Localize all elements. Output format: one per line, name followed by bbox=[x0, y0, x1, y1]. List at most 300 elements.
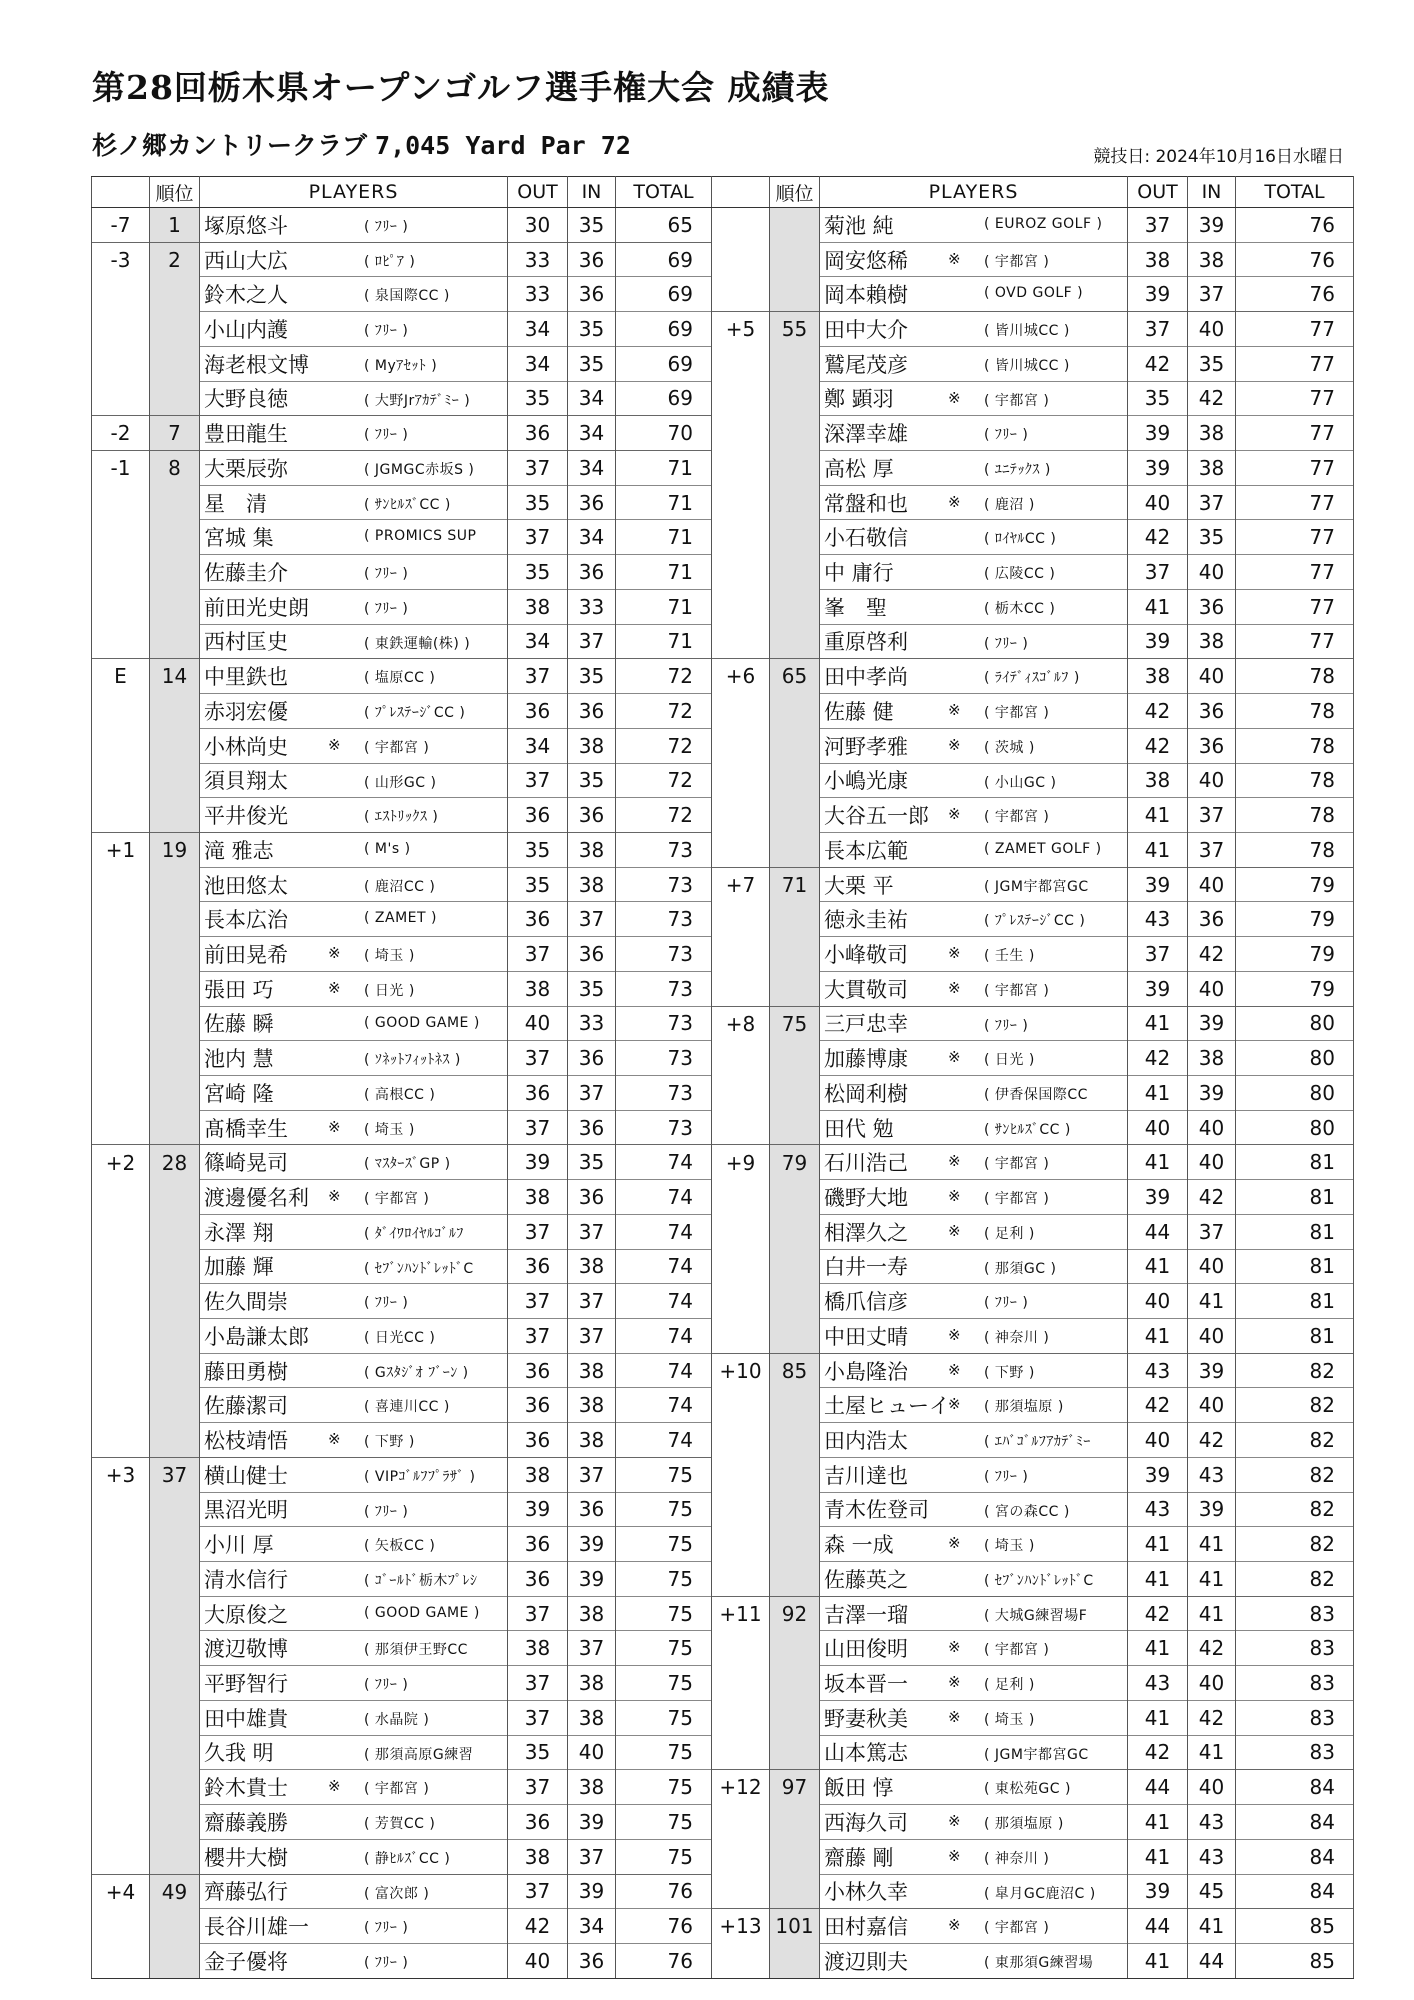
player-name: 加藤 輝 bbox=[204, 1255, 274, 1280]
out-score: 39 bbox=[1128, 1874, 1188, 1909]
score-to-par bbox=[92, 277, 150, 312]
player-cell bbox=[200, 1735, 508, 1770]
amateur-mark: ※ bbox=[328, 1187, 341, 1206]
player-name: 吉澤一瑠 bbox=[824, 1602, 908, 1627]
rank-cell bbox=[150, 902, 200, 937]
player-name: 大原俊之 bbox=[204, 1602, 288, 1627]
total-score: 79 bbox=[1236, 902, 1354, 937]
table-row bbox=[92, 728, 1354, 763]
out-score: 33 bbox=[508, 277, 568, 312]
table-row bbox=[92, 1631, 1354, 1666]
player-club: ( 日光 ) bbox=[364, 982, 415, 999]
total-score: 81 bbox=[1236, 1180, 1354, 1215]
in-score: 38 bbox=[1188, 416, 1236, 451]
in-score: 35 bbox=[1188, 346, 1236, 381]
player-club: ( VIPｺﾞﾙﾌﾌﾟﾗｻﾞ ) bbox=[364, 1468, 476, 1485]
score-to-par bbox=[92, 1700, 150, 1735]
score-to-par bbox=[712, 520, 770, 555]
player-club: ( ﾀﾞｲﾜﾛｲﾔﾙｺﾞﾙﾌ bbox=[364, 1225, 464, 1242]
score-to-par bbox=[92, 1388, 150, 1423]
player-club: ( 栃木CC ) bbox=[984, 600, 1056, 617]
out-score: 41 bbox=[1128, 1319, 1188, 1354]
score-to-par bbox=[712, 624, 770, 659]
table-row bbox=[92, 242, 1354, 277]
rank-cell bbox=[150, 1492, 200, 1527]
rank-cell: 7 bbox=[150, 416, 200, 451]
player-name: 須貝翔太 bbox=[204, 769, 288, 794]
player-cell bbox=[820, 867, 1128, 902]
out-score: 39 bbox=[1128, 867, 1188, 902]
player-club: ( 富次郎 ) bbox=[364, 1885, 430, 1902]
player-name: 小林尚史 bbox=[204, 734, 288, 759]
player-name: 三戸忠幸 bbox=[824, 1012, 908, 1037]
rank-cell bbox=[150, 1805, 200, 1840]
in-score: 36 bbox=[568, 1041, 616, 1076]
total-score: 73 bbox=[616, 902, 712, 937]
in-score: 38 bbox=[568, 1388, 616, 1423]
score-to-par bbox=[92, 589, 150, 624]
player-name: 橋爪信彦 bbox=[824, 1290, 908, 1315]
total-score: 80 bbox=[1236, 1075, 1354, 1110]
score-to-par: -2 bbox=[92, 416, 150, 451]
score-to-par bbox=[92, 485, 150, 520]
score-to-par bbox=[92, 798, 150, 833]
total-score: 77 bbox=[1236, 381, 1354, 416]
player-name: 齋藤 剛 bbox=[824, 1845, 894, 1870]
in-score: 34 bbox=[568, 1909, 616, 1944]
player-name: 大栗 平 bbox=[824, 873, 894, 898]
player-club: ( 神奈川 ) bbox=[984, 1850, 1050, 1867]
rank-cell bbox=[150, 589, 200, 624]
player-club: ( 鹿沼 ) bbox=[984, 496, 1035, 513]
score-to-par: -3 bbox=[92, 242, 150, 277]
table-row bbox=[92, 1075, 1354, 1110]
player-name: 長谷川雄一 bbox=[204, 1915, 309, 1940]
total-score: 74 bbox=[616, 1145, 712, 1180]
out-score: 44 bbox=[1128, 1770, 1188, 1805]
player-cell bbox=[200, 1353, 508, 1388]
out-score: 40 bbox=[1128, 485, 1188, 520]
score-to-par bbox=[712, 346, 770, 381]
in-score: 41 bbox=[1188, 1909, 1236, 1944]
rank-cell bbox=[770, 902, 820, 937]
score-to-par bbox=[712, 728, 770, 763]
out-score: 34 bbox=[508, 624, 568, 659]
player-club: ( 皆川城CC ) bbox=[984, 357, 1070, 374]
total-score: 85 bbox=[1236, 1909, 1354, 1944]
score-to-par bbox=[92, 1319, 150, 1354]
in-score: 37 bbox=[1188, 832, 1236, 867]
total-score: 78 bbox=[1236, 832, 1354, 867]
out-score: 34 bbox=[508, 312, 568, 347]
rank-cell bbox=[770, 485, 820, 520]
total-score: 73 bbox=[616, 867, 712, 902]
player-club: ( 東鉄運輸(株) ) bbox=[364, 635, 471, 652]
total-score: 72 bbox=[616, 694, 712, 729]
in-score: 35 bbox=[1188, 520, 1236, 555]
score-to-par bbox=[712, 1839, 770, 1874]
player-name: 宮崎 隆 bbox=[204, 1081, 274, 1106]
total-score: 69 bbox=[616, 312, 712, 347]
player-club: ( 東松苑GC ) bbox=[984, 1781, 1071, 1798]
out-score: 41 bbox=[1128, 1145, 1188, 1180]
out-score: 39 bbox=[1128, 1457, 1188, 1492]
header-total-left: TOTAL bbox=[616, 177, 712, 208]
out-score: 39 bbox=[1128, 624, 1188, 659]
rank-cell bbox=[770, 589, 820, 624]
out-score: 43 bbox=[1128, 1666, 1188, 1701]
player-name: 田内浩太 bbox=[824, 1429, 908, 1454]
player-cell bbox=[200, 1423, 508, 1458]
player-cell bbox=[820, 1596, 1128, 1631]
out-score: 37 bbox=[508, 1596, 568, 1631]
player-cell bbox=[200, 937, 508, 972]
score-to-par bbox=[92, 971, 150, 1006]
player-club: ( ﾛﾋﾟｱ ) bbox=[364, 253, 416, 270]
in-score: 43 bbox=[1188, 1839, 1236, 1874]
out-score: 36 bbox=[508, 694, 568, 729]
player-cell bbox=[200, 555, 508, 590]
out-score: 38 bbox=[508, 1631, 568, 1666]
out-score: 35 bbox=[508, 1735, 568, 1770]
rank-cell bbox=[770, 1075, 820, 1110]
table-row bbox=[92, 555, 1354, 590]
out-score: 43 bbox=[1128, 902, 1188, 937]
out-score: 37 bbox=[508, 937, 568, 972]
player-name: 菊池 純 bbox=[824, 213, 894, 238]
rank-cell bbox=[150, 694, 200, 729]
total-score: 72 bbox=[616, 728, 712, 763]
player-club: ( 日光CC ) bbox=[364, 1330, 436, 1346]
out-score: 42 bbox=[1128, 694, 1188, 729]
player-club: ( ﾌﾘｰ ) bbox=[364, 566, 409, 583]
player-name: 野妻秋美 bbox=[824, 1706, 908, 1731]
player-name: 大栗辰弥 bbox=[204, 456, 288, 481]
score-to-par bbox=[712, 1666, 770, 1701]
out-score: 38 bbox=[1128, 659, 1188, 694]
out-score: 37 bbox=[1128, 937, 1188, 972]
player-cell bbox=[200, 1700, 508, 1735]
player-cell bbox=[200, 1839, 508, 1874]
player-name: 佐藤潔司 bbox=[204, 1394, 288, 1419]
total-score: 83 bbox=[1236, 1700, 1354, 1735]
out-score: 42 bbox=[1128, 1388, 1188, 1423]
player-cell bbox=[820, 589, 1128, 624]
in-score: 42 bbox=[1188, 1631, 1236, 1666]
out-score: 37 bbox=[508, 520, 568, 555]
rank-cell: 71 bbox=[770, 867, 820, 902]
player-club: ( 埼玉 ) bbox=[364, 948, 415, 965]
in-score: 36 bbox=[568, 242, 616, 277]
out-score: 39 bbox=[508, 1145, 568, 1180]
player-club: ( 静ﾋﾙｽﾞCC ) bbox=[364, 1850, 451, 1867]
in-score: 42 bbox=[1188, 1700, 1236, 1735]
table-row bbox=[92, 1805, 1354, 1840]
rank-cell bbox=[150, 1249, 200, 1284]
player-cell bbox=[200, 1006, 508, 1041]
total-score: 75 bbox=[616, 1527, 712, 1562]
total-score: 76 bbox=[1236, 208, 1354, 243]
in-score: 40 bbox=[1188, 867, 1236, 902]
table-row bbox=[92, 694, 1354, 729]
player-club: ( ﾌﾘｰ ) bbox=[984, 427, 1029, 444]
player-club: ( ﾏｽﾀｰｽﾞGP ) bbox=[364, 1156, 451, 1173]
player-name: 佐藤英之 bbox=[824, 1567, 908, 1592]
player-cell bbox=[820, 937, 1128, 972]
rank-cell bbox=[150, 1527, 200, 1562]
table-row bbox=[92, 763, 1354, 798]
score-to-par bbox=[92, 624, 150, 659]
table-row bbox=[92, 798, 1354, 833]
rank-cell bbox=[150, 1214, 200, 1249]
amateur-mark: ※ bbox=[328, 1117, 341, 1136]
total-score: 84 bbox=[1236, 1874, 1354, 1909]
player-name: 滝 雅志 bbox=[204, 838, 274, 863]
out-score: 34 bbox=[508, 346, 568, 381]
player-club: ( 広陵CC ) bbox=[984, 566, 1056, 583]
out-score: 42 bbox=[1128, 728, 1188, 763]
rank-cell bbox=[770, 1388, 820, 1423]
rank-cell bbox=[150, 1909, 200, 1944]
total-score: 71 bbox=[616, 520, 712, 555]
in-score: 39 bbox=[568, 1874, 616, 1909]
player-club: ( 山形GC ) bbox=[364, 774, 437, 791]
player-club: ( 宇都宮 ) bbox=[984, 1642, 1050, 1659]
player-cell bbox=[820, 1110, 1128, 1145]
player-cell bbox=[200, 1596, 508, 1631]
player-cell bbox=[200, 1388, 508, 1423]
rank-cell bbox=[150, 1388, 200, 1423]
player-name: 永澤 翔 bbox=[204, 1220, 274, 1245]
total-score: 79 bbox=[1236, 867, 1354, 902]
out-score: 35 bbox=[508, 832, 568, 867]
player-name: 渡辺敬博 bbox=[204, 1637, 288, 1662]
score-to-par: +3 bbox=[92, 1457, 150, 1492]
in-score: 34 bbox=[568, 451, 616, 486]
total-score: 77 bbox=[1236, 485, 1354, 520]
total-score: 74 bbox=[616, 1180, 712, 1215]
score-to-par bbox=[92, 1631, 150, 1666]
player-name: 宮城 集 bbox=[204, 526, 274, 551]
player-club: ( OVD GOLF ) bbox=[984, 285, 1084, 302]
rank-cell bbox=[150, 346, 200, 381]
score-to-par bbox=[92, 1735, 150, 1770]
in-score: 41 bbox=[1188, 1735, 1236, 1770]
score-to-par bbox=[92, 1110, 150, 1145]
amateur-mark: ※ bbox=[948, 1707, 961, 1726]
player-name: 髙橋幸生 bbox=[204, 1116, 288, 1141]
total-score: 71 bbox=[616, 451, 712, 486]
in-score: 40 bbox=[1188, 971, 1236, 1006]
player-name: 中里鉄也 bbox=[204, 665, 288, 690]
player-club: ( 茨城 ) bbox=[984, 739, 1035, 756]
player-cell bbox=[820, 1770, 1128, 1805]
player-cell bbox=[820, 520, 1128, 555]
player-club: ( ﾌﾘｰ ) bbox=[364, 1677, 409, 1694]
player-cell bbox=[820, 312, 1128, 347]
player-club: ( M's ) bbox=[364, 840, 411, 857]
score-to-par bbox=[712, 1319, 770, 1354]
player-club: ( ｿﾈｯﾄﾌｨｯﾄﾈｽ ) bbox=[364, 1052, 461, 1069]
table-row bbox=[92, 1700, 1354, 1735]
player-club: ( ﾌﾘｰ ) bbox=[364, 219, 409, 235]
out-score: 35 bbox=[1128, 381, 1188, 416]
player-club: ( 鹿沼CC ) bbox=[364, 878, 436, 895]
rank-cell bbox=[150, 1075, 200, 1110]
amateur-mark: ※ bbox=[948, 978, 961, 997]
score-to-par bbox=[712, 485, 770, 520]
in-score: 40 bbox=[568, 1735, 616, 1770]
score-to-par bbox=[92, 1075, 150, 1110]
player-name: 岡本賴樹 bbox=[824, 283, 908, 308]
out-score: 41 bbox=[1128, 1527, 1188, 1562]
player-cell bbox=[200, 1075, 508, 1110]
out-score: 41 bbox=[1128, 1805, 1188, 1840]
player-cell bbox=[820, 451, 1128, 486]
score-to-par bbox=[712, 1527, 770, 1562]
table-row bbox=[92, 1180, 1354, 1215]
rank-cell bbox=[770, 1527, 820, 1562]
player-club: ( ﾌﾘｰ ) bbox=[364, 323, 409, 340]
total-score: 84 bbox=[1236, 1770, 1354, 1805]
score-to-par bbox=[92, 1666, 150, 1701]
in-score: 40 bbox=[1188, 659, 1236, 694]
out-score: 37 bbox=[508, 1666, 568, 1701]
in-score: 34 bbox=[568, 520, 616, 555]
player-club: ( 日光 ) bbox=[984, 1052, 1035, 1069]
in-score: 35 bbox=[568, 346, 616, 381]
score-to-par bbox=[712, 937, 770, 972]
in-score: 36 bbox=[1188, 902, 1236, 937]
rank-cell bbox=[150, 728, 200, 763]
total-score: 75 bbox=[616, 1839, 712, 1874]
in-score: 43 bbox=[1188, 1805, 1236, 1840]
score-to-par bbox=[712, 1041, 770, 1076]
rank-cell bbox=[150, 1666, 200, 1701]
out-score: 30 bbox=[508, 208, 568, 243]
player-name: 田中大介 bbox=[824, 318, 908, 343]
rank-cell bbox=[770, 1457, 820, 1492]
player-name: 田村嘉信 bbox=[824, 1915, 908, 1940]
rank-cell bbox=[770, 242, 820, 277]
player-name: 佐藤 健 bbox=[824, 699, 894, 724]
player-name: 篠崎晃司 bbox=[204, 1151, 288, 1176]
player-club: ( ﾌﾘｰ ) bbox=[364, 600, 409, 617]
header-in-right: IN bbox=[1188, 177, 1236, 208]
player-name: 白井一寿 bbox=[824, 1255, 908, 1280]
out-score: 37 bbox=[508, 451, 568, 486]
rank-cell: 28 bbox=[150, 1145, 200, 1180]
out-score: 36 bbox=[508, 1562, 568, 1597]
total-score: 69 bbox=[616, 242, 712, 277]
score-to-par: +7 bbox=[712, 867, 770, 902]
player-club: ( 東那須G練習場 bbox=[984, 1954, 1094, 1971]
player-cell bbox=[200, 624, 508, 659]
in-score: 40 bbox=[1188, 555, 1236, 590]
player-club: ( 埼玉 ) bbox=[364, 1121, 415, 1138]
in-score: 38 bbox=[568, 1666, 616, 1701]
amateur-mark: ※ bbox=[948, 805, 961, 824]
score-to-par bbox=[712, 694, 770, 729]
rank-cell bbox=[770, 1284, 820, 1319]
player-cell bbox=[820, 208, 1128, 243]
in-score: 36 bbox=[568, 1943, 616, 1978]
player-cell bbox=[820, 902, 1128, 937]
player-name: 徳永圭祐 bbox=[824, 908, 908, 933]
score-to-par bbox=[712, 1805, 770, 1840]
rank-cell bbox=[770, 763, 820, 798]
player-name: 鈴木貴士 bbox=[204, 1776, 288, 1801]
score-to-par bbox=[92, 1527, 150, 1562]
player-cell bbox=[820, 381, 1128, 416]
course-name: 杉ノ郷カントリークラブ bbox=[92, 131, 368, 160]
player-club: ( ｴｽﾄﾘｯｸｽ ) bbox=[364, 809, 439, 826]
player-cell bbox=[820, 624, 1128, 659]
in-score: 42 bbox=[1188, 381, 1236, 416]
player-cell bbox=[820, 1666, 1128, 1701]
player-name: 土屋ヒューイ bbox=[824, 1394, 950, 1419]
player-name: 佐藤 瞬 bbox=[204, 1012, 274, 1037]
table-row bbox=[92, 1249, 1354, 1284]
player-club: ( 宇都宮 ) bbox=[984, 253, 1050, 270]
score-to-par bbox=[712, 1735, 770, 1770]
out-score: 36 bbox=[508, 1353, 568, 1388]
score-to-par bbox=[712, 208, 770, 243]
in-score: 35 bbox=[568, 1145, 616, 1180]
total-score: 77 bbox=[1236, 624, 1354, 659]
player-club: ( 皐月GC鹿沼C ) bbox=[984, 1885, 1096, 1902]
out-score: 41 bbox=[1128, 589, 1188, 624]
header-diff-left bbox=[92, 177, 150, 208]
player-name: 青木佐登司 bbox=[824, 1498, 929, 1523]
player-name: 小島謙太郎 bbox=[204, 1324, 309, 1349]
in-score: 39 bbox=[1188, 1353, 1236, 1388]
rank-cell bbox=[770, 1562, 820, 1597]
player-name: 加藤博康 bbox=[824, 1047, 908, 1072]
score-to-par bbox=[92, 1839, 150, 1874]
table-row bbox=[92, 346, 1354, 381]
player-name: 小嶋光康 bbox=[824, 769, 908, 794]
rank-cell bbox=[770, 277, 820, 312]
player-club: ( Gｽﾀｼﾞｵ ﾌﾞｰﾝ ) bbox=[364, 1364, 469, 1381]
player-cell bbox=[820, 659, 1128, 694]
total-score: 81 bbox=[1236, 1145, 1354, 1180]
rank-cell bbox=[770, 1805, 820, 1840]
in-score: 33 bbox=[568, 589, 616, 624]
rank-cell bbox=[150, 1041, 200, 1076]
out-score: 37 bbox=[508, 763, 568, 798]
score-to-par bbox=[712, 1075, 770, 1110]
table-row bbox=[92, 1839, 1354, 1874]
player-name: 石川浩己 bbox=[824, 1151, 908, 1176]
table-row bbox=[92, 937, 1354, 972]
player-cell bbox=[820, 1214, 1128, 1249]
in-score: 41 bbox=[1188, 1284, 1236, 1319]
table-row bbox=[92, 832, 1354, 867]
player-cell bbox=[820, 1839, 1128, 1874]
in-score: 35 bbox=[568, 208, 616, 243]
out-score: 38 bbox=[508, 1457, 568, 1492]
player-club: ( 宇都宮 ) bbox=[984, 392, 1050, 409]
in-score: 45 bbox=[1188, 1874, 1236, 1909]
player-club: ( ZAMET GOLF ) bbox=[984, 840, 1102, 857]
player-cell bbox=[820, 971, 1128, 1006]
rank-cell: 65 bbox=[770, 659, 820, 694]
player-cell bbox=[820, 555, 1128, 590]
course-info: 7,045 Yard Par 72 bbox=[375, 131, 631, 160]
score-to-par bbox=[92, 346, 150, 381]
in-score: 35 bbox=[568, 659, 616, 694]
